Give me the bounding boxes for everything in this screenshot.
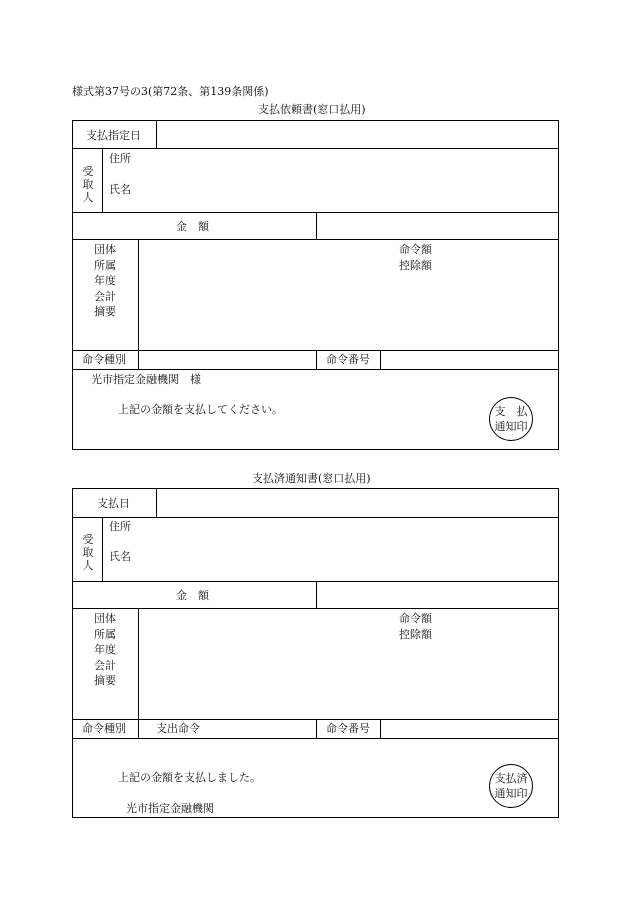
seal-text: 通知印: [494, 420, 528, 433]
details-label: 摘要: [94, 305, 116, 318]
details-label: 団体: [94, 243, 116, 256]
order-amount-label: 命令額: [399, 612, 432, 625]
divider: [73, 517, 558, 518]
details-labels: [94, 611, 116, 689]
order-type-label: 命令種別: [82, 353, 126, 366]
recipient-label: [82, 533, 94, 572]
order-amount-label: 命令額: [399, 243, 432, 256]
name-label: 氏名: [109, 183, 131, 196]
divider: [316, 350, 317, 369]
details-labels: [94, 242, 116, 320]
divider: [316, 719, 317, 738]
form-number: 様式第37号の3(第72条、第139条関係): [72, 85, 269, 98]
divider: [102, 517, 103, 581]
order-number-label: 命令番号: [326, 722, 370, 735]
divider: [380, 719, 381, 738]
address-label: 住所: [109, 152, 131, 165]
divider: [73, 608, 558, 609]
payment-notice-seal: [489, 397, 533, 441]
amount-label: 金 額: [176, 220, 209, 233]
divider: [73, 239, 558, 240]
divider: [73, 369, 558, 370]
order-number-label: 命令番号: [326, 353, 370, 366]
divider: [156, 121, 157, 148]
recipient-char: 取: [82, 546, 94, 559]
form1-title: 支払依頼書(窓口払用): [258, 103, 366, 116]
request-message: 上記の金額を支払してください。: [118, 403, 283, 416]
details-label: 所属: [94, 258, 116, 272]
recipient-char: 取: [82, 178, 94, 191]
address-label: 住所: [109, 520, 131, 533]
divider: [73, 148, 558, 149]
recipient-char: 受: [82, 165, 94, 178]
divider: [138, 608, 139, 738]
completion-message: 上記の金額を支払しました。: [118, 771, 261, 784]
payment-date-label: 支払日: [97, 497, 130, 510]
seal-text: 支払済: [494, 772, 528, 785]
order-type-value: 支出命令: [156, 722, 200, 735]
order-type-label: 命令種別: [82, 722, 126, 735]
seal-text: 支 払: [494, 405, 528, 418]
deduction-label: 控除額: [399, 258, 432, 272]
bank-name: 光市指定金融機関: [126, 802, 214, 815]
amount-breakdown: [399, 611, 432, 642]
deduction-label: 控除額: [399, 627, 432, 641]
amount-breakdown: [399, 242, 432, 273]
details-label: 会計: [94, 658, 116, 672]
amount-label: 金 額: [176, 589, 209, 602]
details-label: 会計: [94, 289, 116, 303]
divider: [73, 738, 558, 739]
form2-title: 支払済通知書(窓口払用): [252, 472, 371, 485]
details-label: 団体: [94, 612, 116, 625]
payment-date-label: 支払指定日: [86, 129, 141, 142]
form1-payment-request: [72, 120, 559, 450]
bank-addressee: 光市指定金融機関 様: [91, 373, 201, 386]
recipient-label: [82, 165, 94, 204]
divider: [156, 489, 157, 517]
details-label: 所属: [94, 627, 116, 641]
details-label: 年度: [94, 643, 116, 656]
divider: [102, 148, 103, 212]
divider: [316, 581, 317, 608]
form2-payment-completion: [72, 488, 559, 818]
recipient-char: 人: [82, 191, 94, 204]
details-label: 年度: [94, 274, 116, 287]
recipient-char: 人: [82, 559, 94, 572]
details-label: 摘要: [94, 674, 116, 687]
divider: [316, 212, 317, 239]
recipient-char: 受: [82, 533, 94, 546]
divider: [380, 350, 381, 369]
payment-completed-seal: [489, 764, 533, 808]
name-label: 氏名: [109, 550, 131, 563]
divider: [138, 239, 139, 369]
seal-text: 通知印: [494, 787, 528, 800]
